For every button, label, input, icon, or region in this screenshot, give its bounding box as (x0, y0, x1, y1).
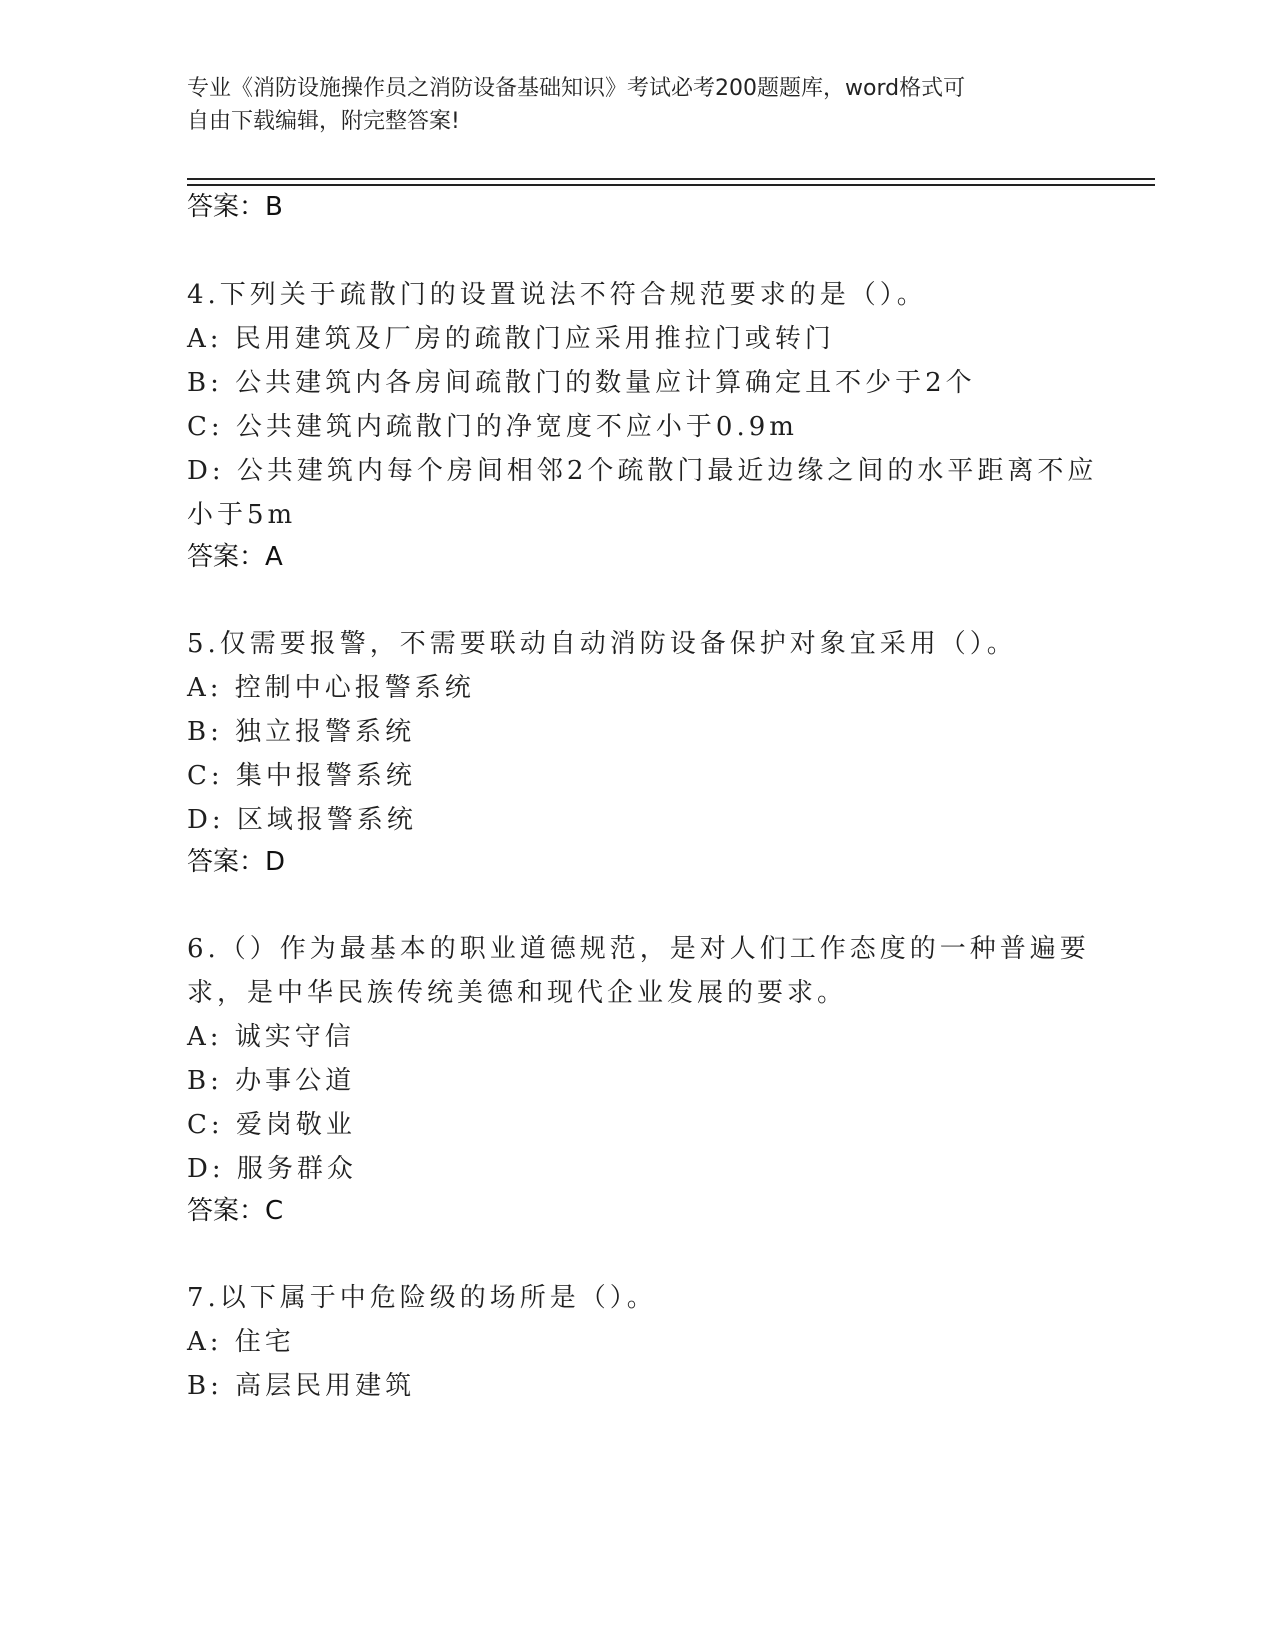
q4-option-d: D: 公共建筑内每个房间相邻2个疏散门最近边缘之间的水平距离不应 (187, 456, 1098, 486)
q4-option-d-continued: 小于5m (187, 500, 297, 530)
q5-answer: 答案：D (187, 847, 286, 877)
q4-stem: 4.下列关于疏散门的设置说法不符合规范要求的是（）。 (187, 280, 927, 310)
answer-prev: 答案：B (187, 192, 283, 222)
q5-option-b: B: 独立报警系统 (187, 717, 416, 747)
q6-option-c: C: 爱岗敬业 (187, 1110, 356, 1140)
q7-option-a: A: 住宅 (187, 1327, 295, 1357)
q7-option-b: B: 高层民用建筑 (187, 1371, 416, 1401)
q6-answer: 答案：C (187, 1196, 284, 1226)
q5-stem: 5.仅需要报警，不需要联动自动消防设备保护对象宜采用（）。 (187, 629, 1017, 659)
header-divider-top (187, 178, 1155, 180)
q5-option-c: C: 集中报警系统 (187, 761, 416, 791)
q4-option-a: A: 民用建筑及厂房的疏散门应采用推拉门或转门 (187, 324, 835, 354)
q5-option-d: D: 区域报警系统 (187, 805, 417, 835)
q6-option-a: A: 诚实守信 (187, 1022, 355, 1052)
q4-option-c: C: 公共建筑内疏散门的净宽度不应小于0.9m (187, 412, 798, 442)
document-header (187, 72, 1087, 138)
q7-stem: 7.以下属于中危险级的场所是（）。 (187, 1283, 657, 1313)
q4-answer: 答案：A (187, 542, 283, 572)
q6-option-d: D: 服务群众 (187, 1154, 357, 1184)
header-divider-bottom (187, 184, 1155, 186)
header-line-2: 自由下载编辑，附完整答案! (187, 109, 460, 134)
q5-option-a: A: 控制中心报警系统 (187, 673, 475, 703)
q6-option-b: B: 办事公道 (187, 1066, 356, 1096)
q4-option-b: B: 公共建筑内各房间疏散门的数量应计算确定且不少于2个 (187, 368, 976, 398)
q6-stem: 6.（）作为最基本的职业道德规范，是对人们工作态度的一种普遍要 (187, 934, 1090, 964)
header-line-1: 专业《消防设施操作员之消防设备基础知识》考试必考200题题库，word格式可 (187, 76, 966, 101)
q6-stem-continued: 求，是中华民族传统美德和现代企业发展的要求。 (187, 978, 848, 1008)
